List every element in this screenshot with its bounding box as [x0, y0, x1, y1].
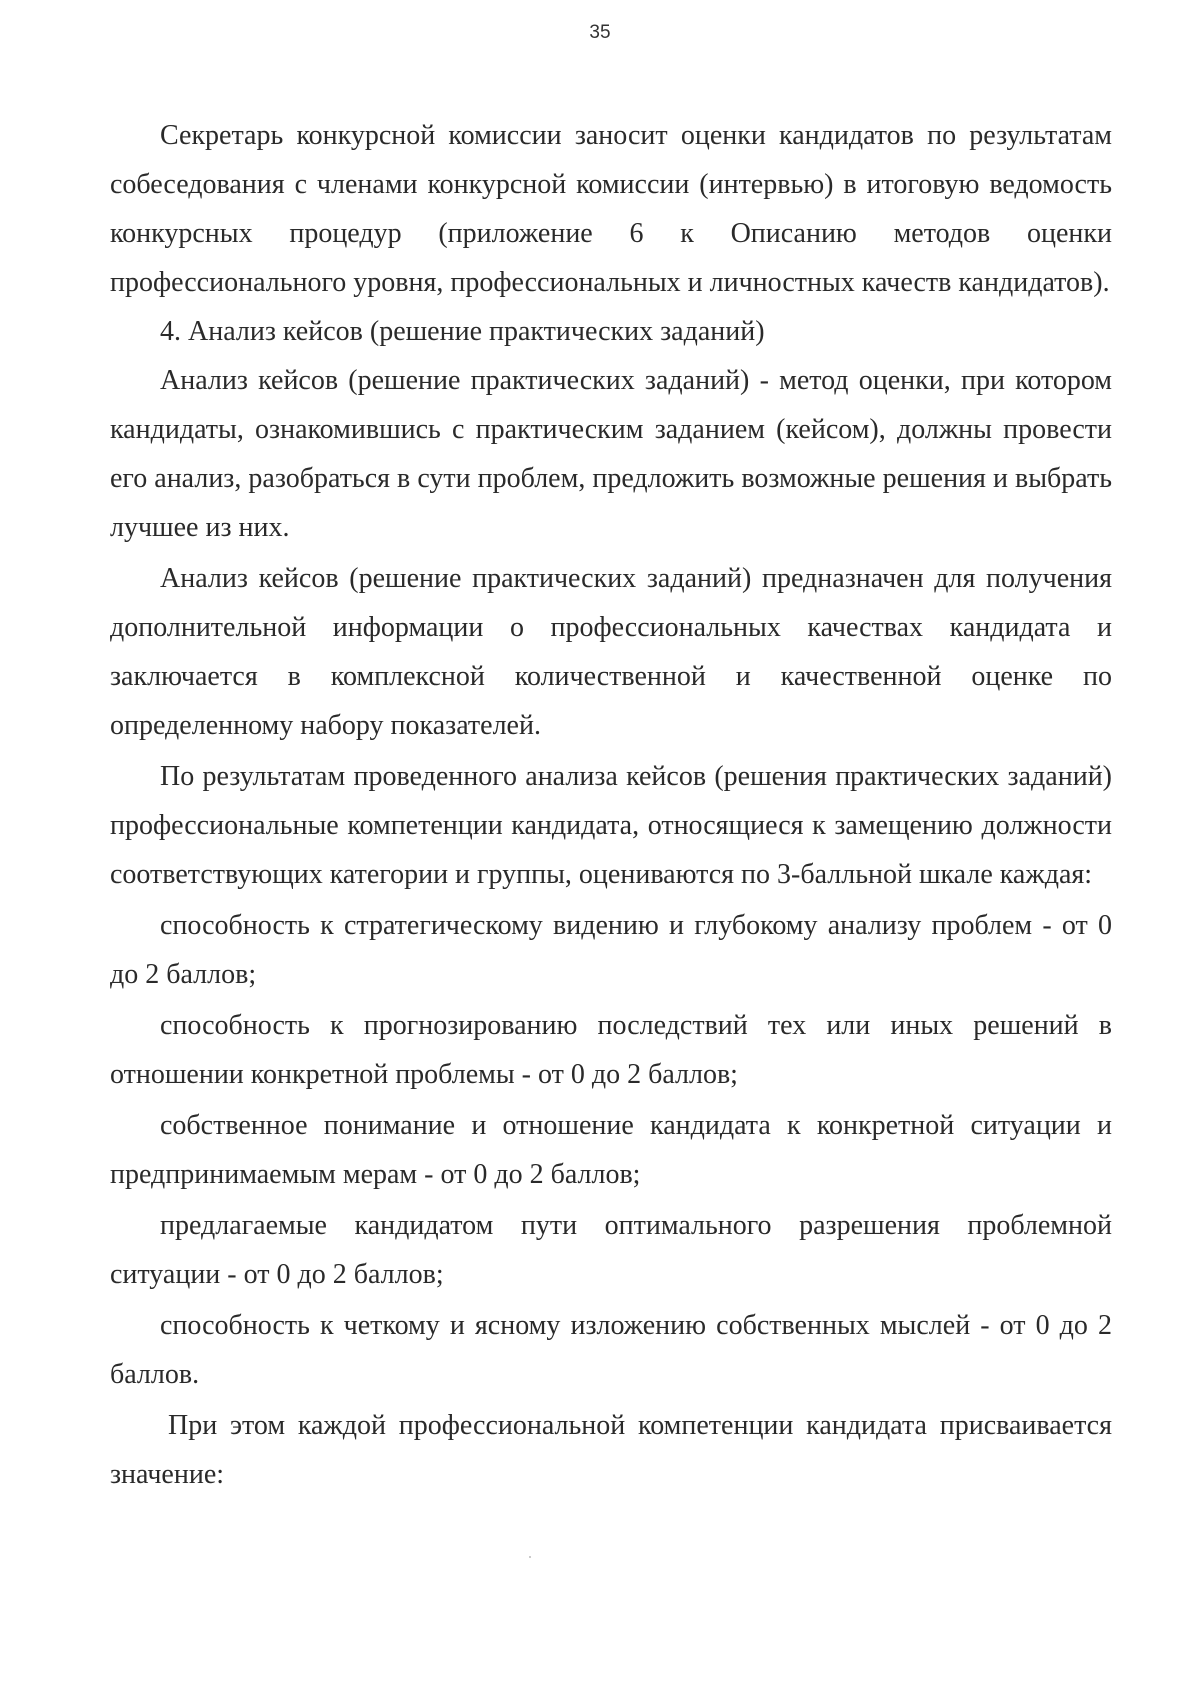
list-item-clear-expression: способность к четкому и ясному изложению собственных мыслей - от 0 до 2 баллов.: [110, 1310, 1112, 1390]
scan-speck: [529, 1556, 531, 1558]
paragraph-secretary-records: Секретарь конкурсной комиссии заносит оценки кандидатов по результатам собеседования с членами конкурсной комиссии (интервью) в итоговую ведомость конкурсных процедур (приложение 6 к Описанию методов оценки профессионального уровня, профессиональных и личностных качеств кандидатов).: [110, 120, 1112, 298]
paragraph-case-analysis-definition: Анализ кейсов (решение практических заданий) - метод оценки, при котором кандидаты, ознакомившись с практическим заданием (кейсом), должны провести его анализ, разобраться в сути проблем, предложить возможные решения и выбрать лучшее из них.: [110, 365, 1112, 543]
document-body: [110, 111, 1112, 1499]
paragraph-value-assignment: При этом каждой профессиональной компетенции кандидата присваивается значение:: [110, 1410, 1112, 1490]
list-item-own-understanding: собственное понимание и отношение кандидата к конкретной ситуации и предпринимаемым мерам - от 0 до 2 баллов;: [110, 1110, 1112, 1190]
list-item-strategic-vision: способность к стратегическому видению и глубокому анализу проблем - от 0 до 2 баллов;: [110, 910, 1112, 990]
paragraph-competency-scale: По результатам проведенного анализа кейсов (решения практических заданий) профессиональные компетенции кандидата, относящиеся к замещению должности соответствующих категории и группы, оцениваются по 3-балльной шкале каждая:: [110, 761, 1112, 890]
list-item-forecasting: способность к прогнозированию последствий тех или иных решений в отношении конкретной проблемы - от 0 до 2 баллов;: [110, 1010, 1112, 1090]
paragraph-case-analysis-purpose: Анализ кейсов (решение практических заданий) предназначен для получения дополнительной информации о профессиональных качествах кандидата и заключается в комплексной количественной и качественной оценке по определенному набору показателей.: [110, 563, 1112, 741]
page-number: 35: [589, 22, 611, 43]
section-heading-case-analysis: 4. Анализ кейсов (решение практических заданий): [160, 316, 765, 347]
list-item-optimal-resolution: предлагаемые кандидатом пути оптимального разрешения проблемной ситуации - от 0 до 2 баллов;: [110, 1210, 1112, 1290]
